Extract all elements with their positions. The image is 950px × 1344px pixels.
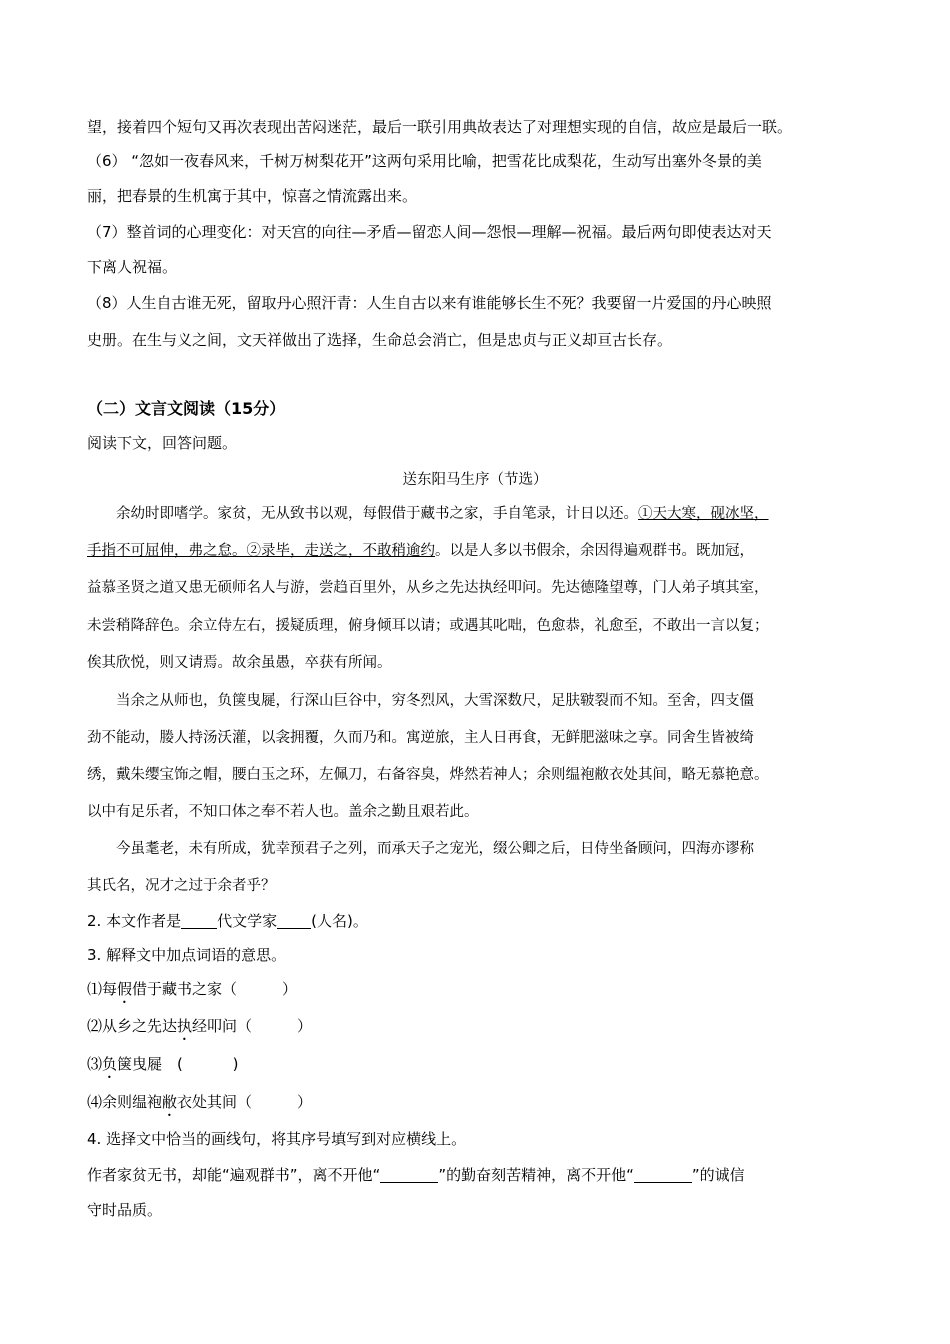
question-4-line1: 作者家贫无书，却能“遍观群书”，离不开他“ ”的勤奋刻苦精神，离不开他“ ”的诚信 [87,1166,745,1184]
answer-q8-line1: （8）人生自古谁无死，留取丹心照汗青：人生自古以来有谁能够长生不死？我要留一片爱国的丹心映照 [87,294,772,312]
answer-q8-line2: 史册。在生与义之间，文天祥做出了选择，生命总会消亡，但是忠贞与正义却亘古长存。 [87,331,673,349]
section-heading: （二）文言文阅读（15分） [87,399,286,418]
answer-line: 望，接着四个短句又再次表现出苦闷迷茫，最后一联引用典故表达了对理想实现的自信，故应是最后一联。 [87,118,793,136]
passage-p1-line2: 手指不可屈伸，弗之怠。②录毕，走送之，不敢稍逾约。以是人多以书假余，余因得遍观群书。既加冠， [87,543,754,559]
underlined-sentence-1: ①天大寒，砚冰坚， [638,506,769,522]
underlined-sentence-2: ②录毕，走送之，不敢稍逾约 [246,543,435,559]
question-4-line2: 守时品质。 [87,1201,163,1219]
passage-p1-line1: 余幼时即嗜学。家贫，无从致书以观，每假借于藏书之家，手自笔录，计日以还。①天大寒，砚冰坚， [87,506,769,522]
passage-p1-line3: 益慕圣贤之道又患无硕师名人与游，尝趋百里外，从乡之先达执经叩问。先达德隆望尊，门人弟子填其室， [87,580,769,596]
answer-q7-line2: 下离人祝福。 [87,258,178,276]
passage-p3-line1: 今虽耄老，未有所成，犹幸预君子之列，而承天子之宠光，缀公卿之后，日侍坐备顾问，四海亦谬称 [87,841,754,857]
passage-p2-line2: 劲不能动，媵人持汤沃灌，以衾拥覆，久而乃和。寓逆旅，主人日再食，无鲜肥滋味之享。同舍生皆被绮 [87,730,754,746]
answer-q7-line1: （7）整首词的心理变化：对天宫的向往—矛盾—留恋人间—怨恨—理解—祝福。最后两句即使表达对天 [87,223,772,241]
answer-q6-line2: 丽，把春景的生机寓于其中，惊喜之情流露出来。 [87,187,418,205]
question-3: 3. 解释文中加点词语的意思。 [87,946,287,964]
question-3-item-2: ⑵从乡之先达执经叩问（ ） [87,1017,313,1035]
answer-blank[interactable] [277,912,311,929]
question-4: 4. 选择文中恰当的画线句，将其序号填写到对应横线上。 [87,1130,467,1148]
passage-p1-line4: 未尝稍降辞色。余立侍左右，援疑质理，俯身倾耳以请；或遇其叱咄，色愈恭，礼愈至，不敢出一言以复； [87,618,769,634]
question-3-item-4: ⑷余则缊袍敝衣处其间（ ） [87,1093,313,1111]
question-2: 2. 本文作者是 代文学家 (人名)。 [87,912,368,930]
answer-blank[interactable] [181,912,217,929]
answer-q6-line1: （6） “忽如一夜春风来，千树万树梨花开”这两句采用比喻，把雪花比成梨花，生动写出塞外冬景的美 [87,152,762,170]
section-instruction: 阅读下文，回答问题。 [87,434,238,452]
underlined-sentence-1-cont: 手指不可屈伸，弗之怠。 [87,543,247,559]
passage-p1-line5: 俟其欣悦，则又请焉。故余虽愚，卒获有所闻。 [87,655,392,671]
passage-p3-line2: 其氏名，况才之过于余者乎？ [87,878,276,894]
passage-title: 送东阳马生序（节选） [402,472,548,488]
passage-p2-line4: 以中有足乐者，不知口体之奉不若人也。盖余之勤且艰若此。 [87,804,479,820]
answer-blank[interactable] [380,1166,438,1183]
answer-blank[interactable] [634,1166,692,1183]
passage-p2-line1: 当余之从师也，负箧曳屣，行深山巨谷中，穷冬烈风，大雪深数尺，足肤皲裂而不知。至舍，四支僵 [87,693,754,709]
passage-p2-line3: 绣，戴朱缨宝饰之帽，腰白玉之环，左佩刀，右备容臭，烨然若神人；余则缊袍敝衣处其间，略无慕艳意。 [87,767,769,783]
question-3-item-3: ⑶负箧曳屣 ( ) [87,1055,239,1073]
question-3-item-1: ⑴每假借于藏书之家（ ） [87,980,298,998]
